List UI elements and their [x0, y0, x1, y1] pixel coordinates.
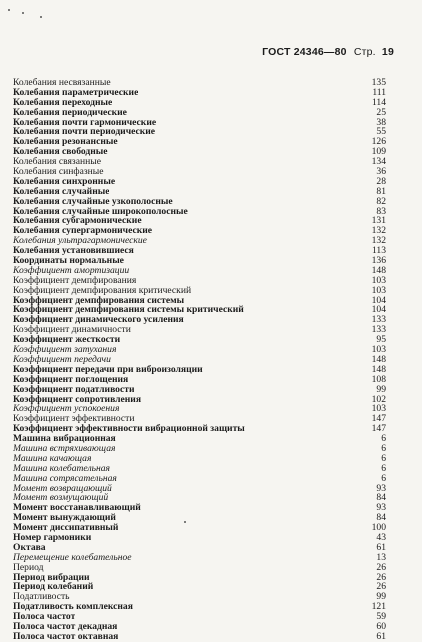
index-entry — [13, 375, 386, 385]
index-page-number: 93 — [376, 502, 386, 514]
index-page-number: 93 — [376, 482, 386, 494]
index-page-number: 108 — [371, 373, 386, 385]
subject-index — [13, 78, 386, 642]
index-term: Колебания синхронные — [13, 176, 116, 187]
index-term: Номер гармоники — [13, 532, 92, 543]
index-term: Коэффициент демпфирования — [13, 275, 137, 286]
index-term: Коэффициент эффективности вибрационной защиты — [13, 424, 245, 435]
index-page-number: 59 — [376, 611, 386, 623]
index-term: Коэффициент эффективности — [13, 414, 135, 425]
index-page-number: 61 — [376, 630, 386, 642]
index-page-number: 99 — [376, 383, 386, 395]
index-term: Машина колебательная — [13, 463, 111, 474]
index-term: Полоса частот — [13, 612, 76, 622]
index-entry — [13, 305, 386, 315]
index-page-number: 103 — [371, 344, 386, 356]
index-entry — [13, 592, 386, 602]
index-entry — [13, 622, 386, 632]
index-page-number: 132 — [371, 235, 386, 247]
index-term: Колебания переходные — [13, 97, 113, 108]
index-entry — [13, 236, 386, 246]
index-entry — [13, 266, 386, 276]
index-page-number: 61 — [376, 541, 386, 553]
index-entry — [13, 78, 386, 88]
index-entry — [13, 365, 386, 375]
index-entry — [13, 513, 386, 523]
index-entry — [13, 118, 386, 128]
index-entry — [13, 226, 386, 236]
index-page-number: 131 — [371, 215, 386, 227]
index-entry — [13, 543, 386, 553]
index-page-number: 6 — [381, 442, 386, 454]
index-entry — [13, 632, 386, 642]
index-page-number: 82 — [376, 195, 386, 207]
index-page-number: 84 — [376, 512, 386, 524]
index-term: Момент восстанавливающий — [13, 503, 141, 514]
index-page-number: 109 — [371, 146, 386, 158]
index-page-number: 147 — [371, 423, 386, 435]
index-term: Полоса частот октавная — [13, 631, 119, 642]
index-page-number: 132 — [371, 225, 386, 237]
index-entry — [13, 207, 386, 217]
index-term: Коэффициент демпфирования системы критический — [13, 305, 244, 316]
index-page-number: 103 — [371, 274, 386, 286]
index-page-number: 104 — [371, 304, 386, 316]
index-page-number: 26 — [376, 581, 386, 593]
index-term: Коэффициент передачи — [13, 354, 111, 365]
index-entry — [13, 177, 386, 187]
index-term: Момент возвращающий — [13, 483, 112, 494]
index-term: Коэффициент податливости — [13, 384, 135, 395]
index-term: Коэффициент динамического усиления — [13, 315, 184, 326]
index-term: Колебания ультрагармонические — [13, 236, 147, 247]
index-entry — [13, 187, 386, 197]
index-entry — [13, 503, 386, 513]
index-term: Коэффициент сопротивления — [13, 394, 142, 405]
index-term: Период вибрации — [13, 572, 90, 583]
index-entry — [13, 523, 386, 533]
index-page-number: 60 — [376, 620, 386, 632]
index-entry — [13, 98, 386, 108]
index-term: Координаты нормальные — [13, 256, 124, 266]
index-page-number: 55 — [376, 126, 386, 138]
index-entry — [13, 88, 386, 98]
index-term: Машина качающая — [13, 453, 92, 464]
index-page-number: 83 — [376, 205, 386, 217]
index-term: Машина сотрясательная — [13, 473, 117, 484]
index-entry — [13, 325, 386, 335]
index-term: Податливость комплексная — [13, 602, 133, 613]
index-term: Коэффициент успокоения — [13, 404, 120, 415]
index-term: Колебания установившиеся — [13, 246, 134, 257]
index-entry — [13, 612, 386, 622]
standard-number: ГОСТ 24346—80 — [262, 46, 347, 58]
index-entry — [13, 147, 386, 157]
index-term: Момент диссипативный — [13, 523, 119, 533]
index-term: Период колебаний — [13, 582, 94, 593]
index-term: Октава — [13, 542, 46, 553]
index-entry — [13, 256, 386, 266]
index-page-number: 148 — [371, 363, 386, 375]
index-page-number: 134 — [371, 156, 386, 168]
index-term: Колебания случайные — [13, 186, 110, 197]
index-page-number: 13 — [376, 551, 386, 563]
index-page-number: 6 — [381, 452, 386, 464]
index-term: Коэффициент передачи при виброизоляции — [13, 364, 203, 375]
index-entry — [13, 385, 386, 395]
index-page-number: 114 — [371, 96, 386, 108]
index-entry — [13, 414, 386, 424]
index-page-number: 26 — [376, 571, 386, 583]
index-page-number: 99 — [376, 591, 386, 603]
index-page-number: 81 — [376, 185, 386, 197]
index-term: Колебания резонансные — [13, 137, 118, 148]
page-header — [262, 46, 394, 58]
index-entry — [13, 137, 386, 147]
index-entry — [13, 395, 386, 405]
index-entry — [13, 315, 386, 325]
index-entry — [13, 563, 386, 573]
index-entry — [13, 573, 386, 583]
index-page-number: 126 — [371, 136, 386, 148]
page-number: 19 — [381, 46, 394, 58]
index-entry — [13, 286, 386, 296]
index-term: Период — [13, 562, 44, 573]
index-term: Колебания свободные — [13, 147, 108, 158]
index-entry — [13, 216, 386, 226]
index-page-number: 38 — [376, 116, 386, 128]
index-page-number: 6 — [381, 433, 386, 445]
index-term: Колебания параметрические — [13, 87, 139, 98]
index-term: Коэффициент демпфирования критический — [13, 285, 192, 296]
index-term: Машина вибрационная — [13, 434, 116, 444]
index-entry — [13, 454, 386, 464]
index-term: Полоса частот декадная — [13, 621, 118, 632]
index-page-number: 136 — [371, 255, 386, 267]
index-page-number: 148 — [371, 264, 386, 276]
index-entry — [13, 474, 386, 484]
index-entry — [13, 167, 386, 177]
index-term: Колебания субгармонические — [13, 216, 142, 227]
index-page-number: 28 — [376, 175, 386, 187]
index-page-number: 103 — [371, 403, 386, 415]
index-term: Коэффициент поглощения — [13, 374, 129, 385]
index-term: Коэффициент амортизации — [13, 265, 130, 276]
index-entry — [13, 533, 386, 543]
index-page-number: 36 — [376, 166, 386, 178]
page-label: Стр. — [353, 46, 376, 58]
index-term: Колебания несвязанные — [13, 78, 111, 88]
index-page-number: 95 — [376, 334, 386, 346]
index-entry — [13, 335, 386, 345]
index-page-number: 148 — [371, 353, 386, 365]
index-entry — [13, 276, 386, 286]
index-page-number: 102 — [371, 393, 386, 405]
index-page-number: 100 — [371, 522, 386, 534]
index-term: Колебания случайные широкополосные — [13, 206, 188, 217]
index-term: Момент вынуждающий — [13, 513, 116, 524]
index-entry — [13, 582, 386, 592]
index-page-number: 147 — [371, 413, 386, 425]
index-page-number: 25 — [376, 106, 386, 118]
index-page-number: 111 — [372, 86, 386, 98]
index-term: Колебания периодические — [13, 107, 127, 118]
index-entry — [13, 553, 386, 563]
index-page-number: 135 — [371, 77, 386, 88]
index-entry — [13, 424, 386, 434]
index-page-number: 26 — [376, 561, 386, 573]
index-entry — [13, 246, 386, 256]
index-page-number: 84 — [376, 492, 386, 504]
index-entry — [13, 296, 386, 306]
index-term: Коэффициент жесткости — [13, 335, 121, 346]
index-page-number: 6 — [381, 462, 386, 474]
index-entry — [13, 493, 386, 503]
index-term: Колебания случайные узкополосные — [13, 196, 173, 207]
index-entry — [13, 404, 386, 414]
index-term: Колебания синфазные — [13, 167, 104, 177]
index-entry — [13, 345, 386, 355]
index-page-number: 121 — [371, 601, 386, 613]
index-entry — [13, 444, 386, 454]
index-entry — [13, 484, 386, 494]
index-entry — [13, 355, 386, 365]
index-term: Колебания почти гармонические — [13, 117, 157, 128]
index-term: Коэффициент динамичности — [13, 325, 131, 336]
index-entry — [13, 464, 386, 474]
index-entry — [13, 127, 386, 137]
index-page-number: 133 — [371, 314, 386, 326]
index-entry — [13, 602, 386, 612]
index-term: Колебания почти периодические — [13, 127, 156, 138]
index-page-number: 133 — [371, 324, 386, 336]
index-page-number: 104 — [371, 294, 386, 306]
index-term: Колебания связанные — [13, 157, 101, 168]
index-term: Податливость — [13, 592, 70, 603]
index-page-number: 103 — [371, 284, 386, 296]
index-entry — [13, 108, 386, 118]
index-term: Момент возмущающий — [13, 493, 109, 504]
index-term: Перемещение колебательное — [13, 552, 132, 563]
index-page-number: 113 — [371, 245, 386, 257]
index-entry — [13, 197, 386, 207]
index-page-number: 6 — [381, 472, 386, 484]
index-entry — [13, 434, 386, 444]
index-term: Коэффициент демпфирования системы — [13, 295, 185, 306]
index-term: Машина встряхивающая — [13, 443, 116, 454]
index-term: Коэффициент затухания — [13, 345, 117, 355]
index-term: Колебания супергармонические — [13, 226, 153, 237]
index-entry — [13, 157, 386, 167]
index-page-number: 43 — [376, 531, 386, 543]
